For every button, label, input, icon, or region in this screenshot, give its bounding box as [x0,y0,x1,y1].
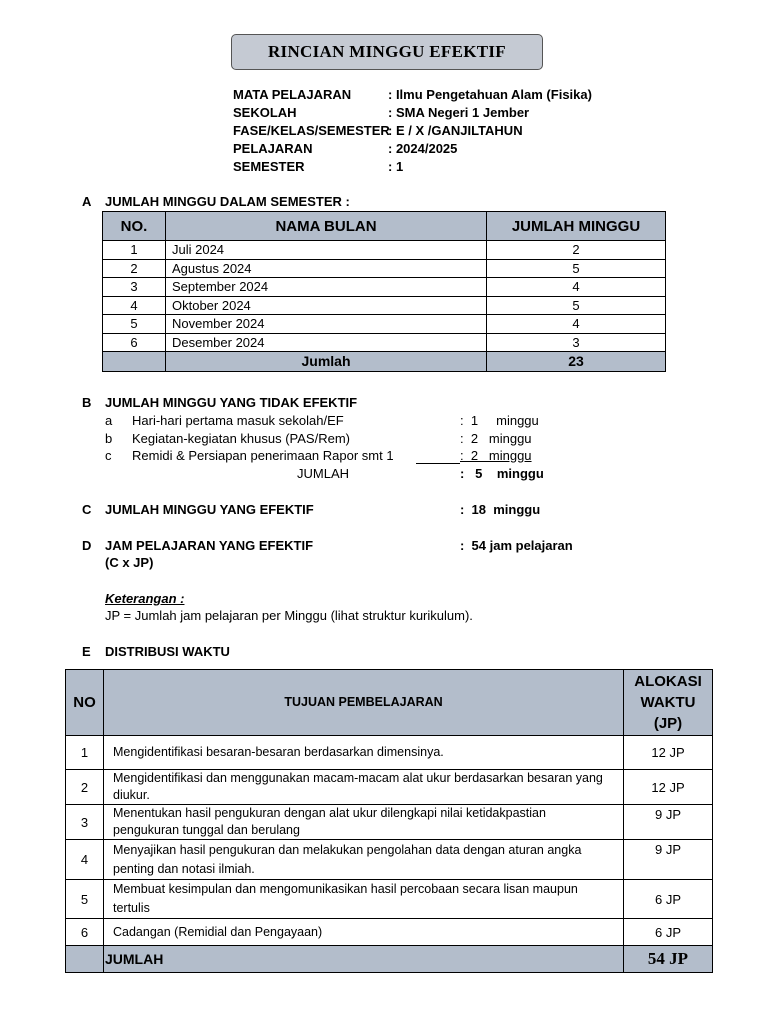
cell-weeks: 4 [487,315,666,334]
cell-month: Juli 2024 [166,241,487,260]
section-e-letter: E [82,644,91,659]
table-row [103,278,666,297]
section-a-heading: JUMLAH MINGGU DALAM SEMESTER : [105,194,350,209]
table-total-row [103,352,666,372]
cell-month: Oktober 2024 [166,296,487,315]
item-letter: a [105,413,113,428]
section-c-letter: C [82,502,92,517]
cell-weeks: 4 [487,278,666,297]
section-c-heading: JUMLAH MINGGU YANG EFEKTIF [105,502,314,517]
table-row [66,805,713,840]
cell-month: Agustus 2024 [166,259,487,278]
cell-objective [104,880,624,919]
col-header-no: NO. [103,212,166,241]
cell-objective [104,919,624,946]
section-b-heading: JUMLAH MINGGU YANG TIDAK EFEKTIF [105,395,358,410]
cell-objective [104,805,624,840]
info-value: : Ilmu Pengetahuan Alam (Fisika) [388,87,592,102]
objective-line: tertulis [113,901,150,915]
weeks-in-semester-table [102,211,666,372]
objective-line: penting dan notasi ilmiah. [113,861,255,876]
total-value: 54 JP [624,946,713,973]
cell-no: 4 [66,840,104,880]
cell-no: 4 [103,296,166,315]
info-key: SEKOLAH [233,105,297,120]
info-row [233,105,529,123]
table-row [66,770,713,805]
info-key: PELAJARAN [233,141,313,156]
info-key: MATA PELAJARAN [233,87,352,102]
objective-line: pengukuran tunggal dan berulang [113,823,300,837]
subtotal-value: : 5 minggu [460,466,544,481]
cell-allocation: 12 JP [624,770,713,805]
section-d-value: : 54 jam pelajaran [460,538,573,553]
info-value: : E / X /GANJILTAHUN [388,123,523,138]
table-header-row [66,670,713,736]
item-value: : 1 minggu [460,413,539,428]
col-header-no: NO [66,670,104,736]
total-label: Jumlah [166,352,487,372]
table-row [66,840,713,880]
cell-objective [104,840,624,880]
table-row [103,333,666,352]
col-header-objective: TUJUAN PEMBELAJARAN [104,670,624,736]
cell-no: 5 [66,880,104,919]
time-distribution-table [65,669,713,973]
info-row [233,123,523,141]
cell-allocation: 9 JP [624,805,713,840]
cell-objective [104,770,624,805]
info-key: SEMESTER [233,159,305,174]
cell-allocation: 6 JP [624,880,713,919]
info-value: : 2024/2025 [388,141,458,156]
note-text: JP = Jumlah jam pelajaran per Minggu (lihat struktur kurikulum). [105,608,473,623]
section-e-heading: DISTRIBUSI WAKTU [105,644,230,659]
cell-allocation: 6 JP [624,919,713,946]
table-row [66,736,713,770]
table-total-row [66,946,713,973]
section-c-value: : 18 minggu [460,502,541,517]
info-row [233,141,457,159]
table-row [66,880,713,919]
objective-line: Cadangan (Remidial dan Pengayaan) [113,924,323,939]
page-title: RINCIAN MINGGU EFEKTIF [231,34,543,70]
section-d-sub: (C x JP) [105,555,154,570]
cell-objective [104,736,624,770]
col-header-weeks: JUMLAH MINGGU [487,212,666,241]
cell-empty [66,946,104,973]
item-value: : 2 minggu [460,431,532,446]
cell-month: September 2024 [166,278,487,297]
cell-allocation: 9 JP [624,840,713,880]
objective-line: Mengidentifikasi besaran-besaran berdasarkan dimensinya. [113,745,444,759]
table-row [103,315,666,334]
col-header-allocation [624,670,713,736]
item-letter: c [105,448,112,463]
table-row [103,259,666,278]
objective-line: diukur. [113,788,150,802]
objective-line: Membuat kesimpulan dan mengomunikasikan hasil percobaan secara lisan maupun [113,882,578,896]
cell-empty [103,352,166,372]
objective-line: Mengidentifikasi dan menggunakan macam-macam alat ukur berdasarkan besaran yang [113,771,603,785]
cell-no: 1 [66,736,104,770]
cell-no: 3 [66,805,104,840]
table-row [66,919,713,946]
info-key: FASE/KELAS/SEMESTER [233,123,390,138]
section-b-letter: B [82,395,92,410]
section-d-heading: JAM PELAJARAN YANG EFEKTIF [105,538,314,553]
cell-no: 5 [103,315,166,334]
cell-no: 3 [103,278,166,297]
table-row [103,296,666,315]
total-value: 23 [487,352,666,372]
subtotal-label: JUMLAH [297,466,350,481]
fill-underline [416,448,460,464]
item-letter: b [105,431,113,446]
info-row [233,87,592,105]
item-label: Remidi & Persiapan penerimaan Rapor smt 1 [132,448,394,463]
col-header-allocation-line2: WAKTU (JP) [640,694,696,732]
objective-line: Menentukan hasil pengukuran dengan alat ukur dilengkapi nilai ketidakpastian [113,806,546,820]
cell-no: 6 [66,919,104,946]
cell-month: November 2024 [166,315,487,334]
cell-month: Desember 2024 [166,333,487,352]
col-header-month: NAMA BULAN [166,212,487,241]
info-value: : 1 [388,159,404,174]
cell-no: 2 [103,259,166,278]
cell-no: 1 [103,241,166,260]
table-row [103,241,666,260]
info-value: : SMA Negeri 1 Jember [388,105,530,120]
cell-no: 2 [66,770,104,805]
table-header-row [103,212,666,241]
cell-weeks: 5 [487,296,666,315]
objective-line: Menyajikan hasil pengukuran dan melakukan pengolahan data dengan aturan angka [113,842,582,857]
item-value: : 2 minggu [460,448,532,463]
cell-weeks: 3 [487,333,666,352]
info-row [233,159,403,177]
col-header-allocation-line1: ALOKASI [634,673,702,690]
cell-allocation: 12 JP [624,736,713,770]
cell-weeks: 2 [487,241,666,260]
total-label: JUMLAH [104,946,624,973]
item-label: Hari-hari pertama masuk sekolah/EF [132,413,344,428]
section-d-letter: D [82,538,92,553]
item-label: Kegiatan-kegiatan khusus (PAS/Rem) [132,431,350,446]
cell-no: 6 [103,333,166,352]
cell-weeks: 5 [487,259,666,278]
section-a-letter: A [82,194,92,209]
note-label: Keterangan : [105,591,185,606]
